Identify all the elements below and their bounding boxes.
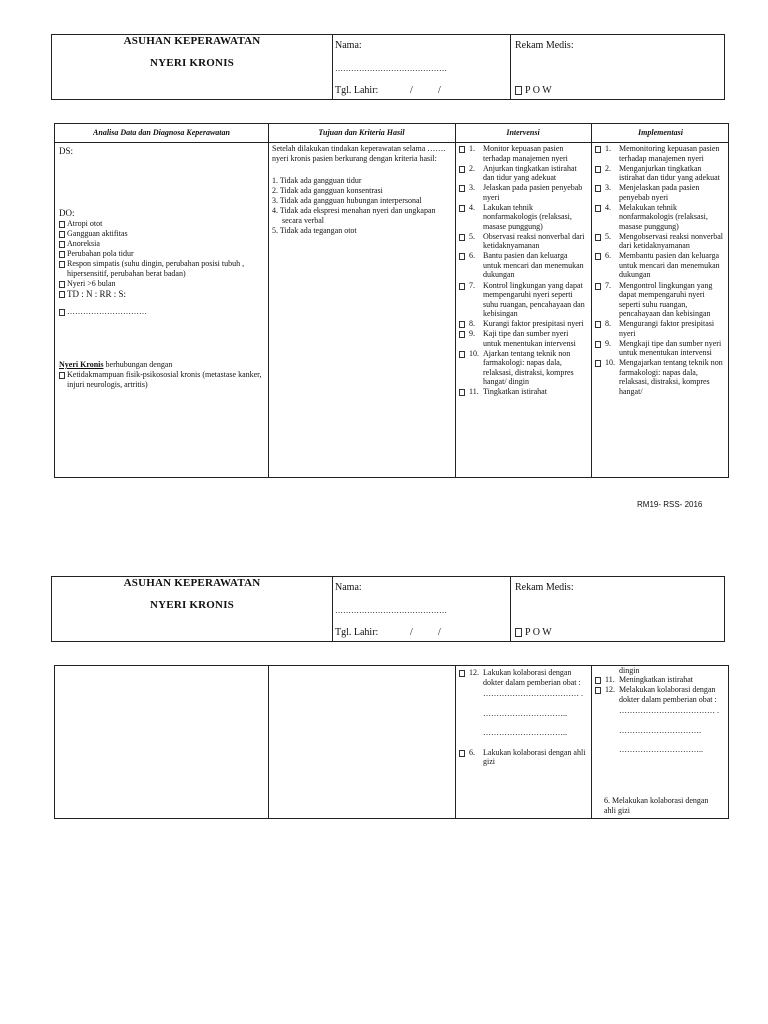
do-item[interactable]: Anoreksia <box>59 239 264 249</box>
checkbox-icon <box>59 372 65 379</box>
col-analisa-header: Analisa Data dan Diagnosa Keperawatan <box>93 128 230 137</box>
care-plan-table-2 <box>54 665 729 819</box>
care-plan-table-1 <box>54 123 729 478</box>
implementasi-item[interactable]: 12. Melakukan kolaborasi dengan dokter dalam pemberian obat : <box>595 685 726 704</box>
tgl-slash-2: / <box>438 85 441 96</box>
intervensi-item[interactable]: 6. Lakukan kolaborasi dengan ahli gizi <box>459 748 587 767</box>
nama-field[interactable]: …………………………………… <box>335 606 447 615</box>
kriteria-item: 1. Tidak ada gangguan tidur <box>272 176 362 185</box>
tgl-slash-2: / <box>438 627 441 638</box>
form-code: RM19- RSS- 2016 <box>637 500 703 509</box>
obat-field[interactable]: …………………………. <box>619 725 701 735</box>
intervensi-item[interactable]: 8. Kurangi faktor presipitasi nyeri <box>459 319 587 329</box>
intervensi-item[interactable]: 12. Lakukan kolaborasi dengan dokter dalam pemberian obat : <box>459 668 587 687</box>
checkbox-icon <box>459 146 465 153</box>
checkbox-icon <box>459 283 465 290</box>
tgl-slash-1: / <box>410 85 413 96</box>
intervensi-item[interactable]: 7. Kontrol lingkungan yang dapat mempengaruhi nyeri seperti suhu ruangan, pencahayaan dan kebisingan <box>459 281 587 319</box>
implementasi-item[interactable]: 2. Menganjurkan tingkatkan istirahat dan tidur yang adekuat <box>595 164 726 183</box>
do-item[interactable]: Perubahan pola tidur <box>59 249 264 259</box>
form-title-line2: NYERI KRONIS <box>150 57 234 69</box>
col-tujuan-header: Tujuan dan Kriteria Hasil <box>318 128 405 137</box>
implementasi-item[interactable]: 4. Melakukan tehnik nonfarmakologis (relaksasi, masase punggung) <box>595 203 726 232</box>
ds-label: DS: <box>59 146 74 156</box>
kriteria-item: 2. Tidak ada gangguan konsentrasi <box>272 186 383 195</box>
form-title-line2: NYERI KRONIS <box>150 599 234 611</box>
tgl-lahir-label: Tgl. Lahir: <box>335 85 379 96</box>
implementasi-item[interactable]: 8. Mengurangi faktor presipitasi nyeri <box>595 319 726 338</box>
checkbox-icon <box>459 389 465 396</box>
do-item[interactable]: Nyeri >6 bulan <box>59 279 264 289</box>
nama-label: Nama: <box>335 40 362 51</box>
etiology-item[interactable]: Ketidakmampuan fisik-psikososial kronis (metastase kanker, injuri neurologis, artritis) <box>59 370 264 390</box>
implementasi-item-gizi: 6. Melakukan kolaborasi dengan ahli gizi <box>604 796 709 815</box>
tgl-slash-1: / <box>410 627 413 638</box>
do-label: DO: <box>59 208 75 218</box>
checkbox-icon <box>595 166 601 173</box>
kriteria-item: 5. Tidak ada tegangan otot <box>272 226 357 235</box>
checkbox-icon <box>595 234 601 241</box>
intervensi-list <box>459 144 587 398</box>
intervensi-list-cont <box>459 668 587 767</box>
obat-field[interactable]: ………………………….. <box>619 745 703 755</box>
do-item[interactable]: Gangguan aktifitas <box>59 229 264 239</box>
diagnosis-etiology <box>59 370 264 390</box>
kriteria-item: 4. Tidak ada ekspresi menahan nyeri dan ungkapan secara verbal <box>272 206 436 225</box>
obat-field[interactable]: ………………………….. <box>483 728 567 737</box>
pow-checkbox[interactable]: P O W <box>515 627 552 638</box>
checkbox-icon <box>59 309 65 316</box>
checkbox-icon <box>59 241 65 248</box>
nama-label: Nama: <box>335 582 362 593</box>
checkbox-icon <box>59 281 65 288</box>
checkbox-icon <box>459 331 465 338</box>
do-item[interactable]: Atropi otot <box>59 219 264 229</box>
intervensi-item[interactable]: 3. Jelaskan pada pasien penyebab nyeri <box>459 183 587 202</box>
col-implementasi-header: Implementasi <box>638 128 683 137</box>
checkbox-icon <box>459 234 465 241</box>
checkbox-icon <box>595 687 601 694</box>
do-item-other[interactable]: ………………………… <box>59 307 264 317</box>
checkbox-icon <box>595 321 601 328</box>
checkbox-icon <box>515 628 522 637</box>
checkbox-icon <box>459 321 465 328</box>
intervensi-item[interactable]: 5. Observasi reaksi nonverbal dari ketidaknyamanan <box>459 232 587 251</box>
checkbox-icon <box>595 341 601 348</box>
checkbox-icon <box>595 205 601 212</box>
intervensi-item[interactable]: 2. Anjurkan tingkatkan istirahat dan tidur yang adekuat <box>459 164 587 183</box>
obat-field[interactable]: ………………………….. <box>483 708 567 718</box>
implementasi-continuation: dingin <box>619 666 640 675</box>
checkbox-icon <box>59 251 65 258</box>
col-intervensi-header: Intervensi <box>506 128 540 137</box>
implementasi-item[interactable]: 6. Membantu pasien dan keluarga untuk mencari dan menemukan dukungan <box>595 251 726 280</box>
checkbox-icon <box>459 205 465 212</box>
kriteria-item: 3. Tidak ada gangguan hubungan interpersonal <box>272 196 422 205</box>
intervensi-item[interactable]: 6. Bantu pasien dan keluarga untuk mencari dan menemukan dukungan <box>459 251 587 280</box>
intervensi-item[interactable]: 11. Tingkatkan istirahat <box>459 387 587 397</box>
do-item-vitals[interactable]: TD : N : RR : S: <box>59 289 264 299</box>
kriteria-list <box>272 176 452 236</box>
checkbox-icon <box>459 166 465 173</box>
checkbox-icon <box>459 185 465 192</box>
intervensi-item[interactable]: 4. Lakukan tehnik nonfarmakologis (relaksasi, masase punggung) <box>459 203 587 232</box>
checkbox-icon <box>595 146 601 153</box>
implementasi-item[interactable]: 9. Mengkaji tipe dan sumber nyeri untuk menentukan intervensi <box>595 339 726 358</box>
checkbox-icon <box>595 185 601 192</box>
rekam-medis-label: Rekam Medis: <box>515 40 574 51</box>
intervensi-item[interactable]: 10. Ajarkan tentang teknik non farmakologi: napas dala, relaksasi, distraksi, kompres hangat/ dingin <box>459 349 587 387</box>
obat-field[interactable]: ……………………………… . <box>619 706 719 716</box>
do-list <box>59 219 264 317</box>
checkbox-icon <box>595 677 601 684</box>
rekam-medis-label: Rekam Medis: <box>515 582 574 593</box>
checkbox-icon <box>595 253 601 260</box>
pow-checkbox[interactable]: P O W <box>515 85 552 96</box>
diagnosis-line: Nyeri Kronis berhubungan dengan <box>59 360 173 369</box>
checkbox-icon <box>59 261 65 268</box>
implementasi-list-cont <box>595 675 726 755</box>
checkbox-icon <box>595 283 601 290</box>
implementasi-item[interactable]: 10. Mengajarkan tentang teknik non farmakologi: napas dala, relaksasi, distraksi, kompres hangat/ <box>595 358 726 396</box>
checkbox-icon <box>459 670 465 677</box>
nama-field[interactable]: …………………………………… <box>335 64 447 73</box>
implementasi-item[interactable]: 1. Memonitoring kepuasan pasien terhadap manajemen nyeri <box>595 144 726 163</box>
header-box-1 <box>51 34 725 100</box>
intervensi-item[interactable]: 1. Monitor kepuasan pasien terhadap manajemen nyeri <box>459 144 587 163</box>
checkbox-icon <box>59 231 65 238</box>
tgl-lahir-label: Tgl. Lahir: <box>335 627 379 638</box>
implementasi-item[interactable]: 5. Mengobservasi reaksi nonverbal dari ketidaknyamanan <box>595 232 726 251</box>
checkbox-icon <box>515 86 522 95</box>
checkbox-icon <box>59 221 65 228</box>
implementasi-list <box>595 144 726 397</box>
form-title-line1: ASUHAN KEPERAWATAN <box>123 35 261 47</box>
obat-field[interactable]: ……………………………… . <box>483 689 583 698</box>
tujuan-intro: Setelah dilakukan tindakan keperawatan selama ……. nyeri kronis pasien berkurang dengan kriteria hasil: <box>272 144 446 163</box>
header-box-2 <box>51 576 725 642</box>
do-item[interactable]: Respon simpatis (suhu dingin, perubahan posisi tubuh , hipersensitif, perubahan berat badan) <box>59 259 264 279</box>
implementasi-item[interactable]: 3. Menjelaskan pada pasien penyebab nyeri <box>595 183 726 202</box>
checkbox-icon <box>459 351 465 358</box>
implementasi-item[interactable]: 11. Meningkatkan istirahat <box>595 675 726 685</box>
checkbox-icon <box>595 360 601 367</box>
form-title-line1: ASUHAN KEPERAWATAN <box>123 577 261 589</box>
checkbox-icon <box>459 253 465 260</box>
intervensi-item[interactable]: 9. Kaji tipe dan sumber nyeri untuk menentukan intervensi <box>459 329 587 348</box>
implementasi-item[interactable]: 7. Mengontrol lingkungan yang dapat mempengaruhi nyeri seperti suhu ruangan, pencahayaan dan kebisingan <box>595 281 726 319</box>
diagnosis-title: Nyeri Kronis <box>59 360 104 369</box>
checkbox-icon <box>59 291 65 298</box>
checkbox-icon <box>459 750 465 757</box>
